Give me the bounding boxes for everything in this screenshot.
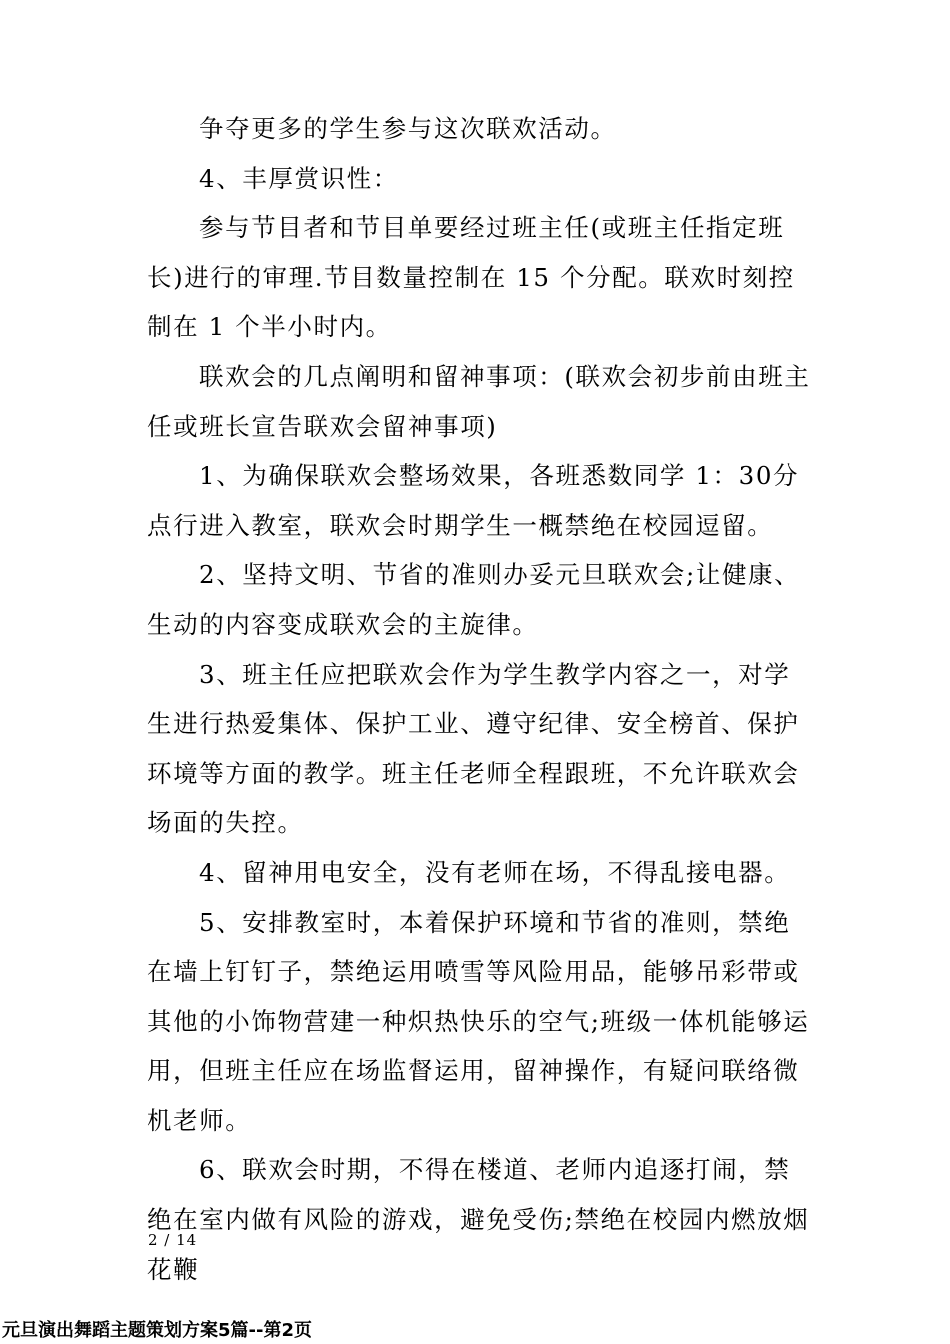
paragraph: 1、为确保联欢会整场效果，各班悉数同学 1：30分点行进入教室，联欢会时期学生一概禁绝在校园逗留。: [147, 461, 800, 540]
paragraph: 争夺更多的学生参与这次联欢活动。: [199, 114, 617, 143]
page-number: 2 / 14: [148, 1231, 198, 1249]
paragraph: 5、安排教室时，本着保护环境和节省的准则，禁绝在墙上钉钉子，禁绝运用喷雪等风险用品，能够吊彩带或其他的小饰物营建一种炽热快乐的空气;班级一体机能够运用，但班主任应在场监督运用，留神操作，有疑问联络微机老师。: [147, 907, 810, 1135]
footer-title: 元旦演出舞蹈主题策划方案5篇--第2页: [2, 1320, 312, 1341]
document-body: [147, 104, 812, 1294]
paragraph: 联欢会的几点阐明和留神事项：(联欢会初步前由班主任或班长宣告联欢会留神事项): [147, 361, 811, 441]
paragraph: 参与节目者和节目单要经过班主任(或班主任指定班长)进行的审理.节目数量控制在 15 个分配。联欢时刻控制在 1 个半小时内。: [147, 213, 795, 342]
paragraph: 3、班主任应把联欢会作为学生教学内容之一，对学生进行热爱集体、保护工业、遵守纪律、安全榜首、保护环境等方面的教学。班主任老师全程跟班，不允许联欢会场面的失控。: [147, 659, 800, 838]
paragraph: 2、坚持文明、节省的准则办妥元旦联欢会;让健康、生动的内容变成联欢会的主旋律。: [147, 560, 801, 639]
paragraph: 6、联欢会时期，不得在楼道、老师内追逐打闹，禁绝在室内做有风险的游戏，避免受伤;禁绝在校园内燃放烟花鞭: [147, 1155, 810, 1284]
paragraph: 4、丰厚赏识性：: [199, 163, 399, 193]
paragraph: 4、留神用电安全，没有老师在场，不得乱接电器。: [199, 857, 791, 887]
